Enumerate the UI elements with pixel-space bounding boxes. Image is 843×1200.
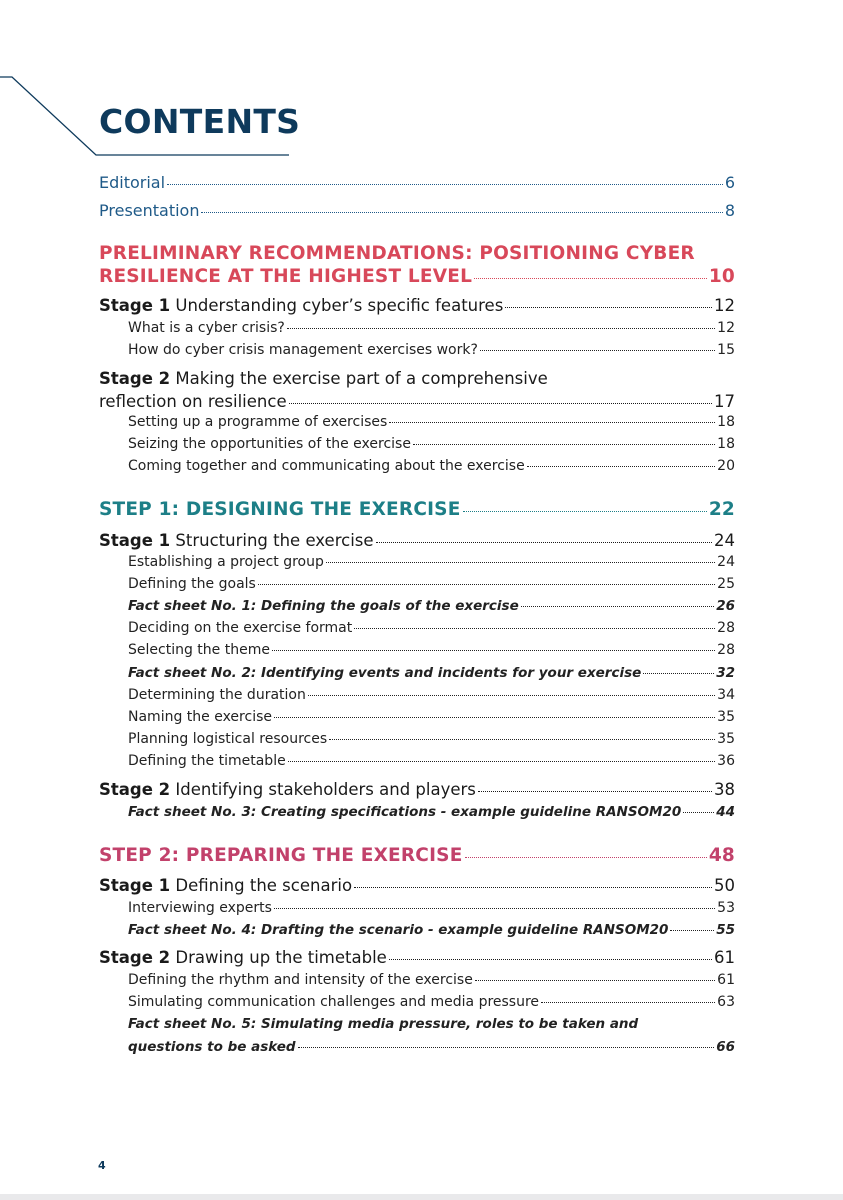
chapter-step2-preparing[interactable]: STEP 2: PREPARING THE EXERCISE 48 [99, 845, 735, 866]
leader-dots [643, 673, 714, 674]
toc-entry-fact-sheet-1[interactable]: Fact sheet No. 1: Defining the goals of the exercise 26 [128, 598, 735, 614]
stage-defining-scenario[interactable]: Stage 1 Defining the scenario 50 [99, 876, 735, 895]
leader-dots [463, 511, 707, 512]
leader-dots [274, 908, 715, 909]
toc-entry-presentation[interactable]: Presentation 8 [99, 201, 735, 220]
stage-making-exercise-part[interactable]: reflection on resilience 17 [99, 392, 735, 411]
leader-dots [274, 717, 715, 718]
leader-dots [389, 422, 715, 423]
leader-dots [326, 562, 715, 563]
chapter-preliminary[interactable]: RESILIENCE AT THE HIGHEST LEVEL 10 [99, 266, 735, 287]
toc-entry-selecting-theme[interactable]: Selecting the theme 28 [128, 642, 735, 658]
toc-entry-determining-duration[interactable]: Determining the duration 34 [128, 687, 735, 703]
toc-entry-fact-sheet-5[interactable]: questions to be asked 66 [128, 1039, 735, 1055]
leader-dots [167, 184, 723, 185]
stage-structuring-exercise[interactable]: Stage 1 Structuring the exercise 24 [99, 531, 735, 550]
toc-entry-rhythm-intensity[interactable]: Defining the rhythm and intensity of the exercise 61 [128, 972, 735, 988]
page-number: 4 [98, 1159, 106, 1172]
toc-entry-naming-exercise[interactable]: Naming the exercise 35 [128, 709, 735, 725]
leader-dots [376, 542, 712, 543]
page-title: CONTENTS [99, 102, 301, 141]
toc-entry-project-group[interactable]: Establishing a project group 24 [128, 554, 735, 570]
toc-entry-fact-sheet-2[interactable]: Fact sheet No. 2: Identifying events and incidents for your exercise 32 [128, 665, 735, 681]
leader-dots [475, 980, 715, 981]
leader-dots [480, 350, 715, 351]
leader-dots [413, 444, 715, 445]
leader-dots [329, 739, 715, 740]
leader-dots [289, 403, 712, 404]
leader-dots [389, 959, 712, 960]
toc-entry-interviewing-experts[interactable]: Interviewing experts 53 [128, 900, 735, 916]
leader-dots [541, 1002, 715, 1003]
toc-entry-how-exercises-work[interactable]: How do cyber crisis management exercises work? 15 [128, 342, 735, 358]
toc-entry-what-is-cyber-crisis[interactable]: What is a cyber crisis? 12 [128, 320, 735, 336]
leader-dots [201, 212, 722, 213]
leader-dots [465, 857, 707, 858]
toc-entry-editorial[interactable]: Editorial 6 [99, 173, 735, 192]
leader-dots [505, 307, 712, 308]
toc-entry-exercise-format[interactable]: Deciding on the exercise format 28 [128, 620, 735, 636]
chapter-preliminary-line1: PRELIMINARY RECOMMENDATIONS: POSITIONING CYBER [99, 243, 695, 264]
leader-dots [298, 1047, 715, 1048]
leader-dots [272, 650, 715, 651]
chapter-step1-designing[interactable]: STEP 1: DESIGNING THE EXERCISE 22 [99, 499, 735, 520]
toc-entry-seizing-opportunities[interactable]: Seizing the opportunities of the exercise 18 [128, 436, 735, 452]
leader-dots [308, 695, 715, 696]
toc-entry-communication-challenges[interactable]: Simulating communication challenges and media pressure 63 [128, 994, 735, 1010]
toc-entry-defining-timetable[interactable]: Defining the timetable 36 [128, 753, 735, 769]
leader-dots [478, 791, 712, 792]
toc-entry-logistical-resources[interactable]: Planning logistical resources 35 [128, 731, 735, 747]
stage-drawing-timetable[interactable]: Stage 2 Drawing up the timetable 61 [99, 948, 735, 967]
corner-decoration-line [0, 0, 300, 170]
leader-dots [683, 812, 714, 813]
leader-dots [527, 466, 715, 467]
leader-dots [354, 887, 712, 888]
stage-identifying-stakeholders[interactable]: Stage 2 Identifying stakeholders and players 38 [99, 780, 735, 799]
toc-entry-fact-sheet-5-line1: Fact sheet No. 5: Simulating media pressure, roles to be taken and [128, 1016, 639, 1032]
leader-dots [287, 328, 715, 329]
leader-dots [258, 584, 715, 585]
page-bottom-edge [0, 1194, 843, 1200]
toc-entry-programme-of-exercises[interactable]: Setting up a programme of exercises 18 [128, 414, 735, 430]
leader-dots [521, 606, 714, 607]
toc-entry-fact-sheet-4[interactable]: Fact sheet No. 4: Drafting the scenario - example guideline RANSOM20 55 [128, 922, 735, 938]
leader-dots [670, 930, 714, 931]
stage-making-exercise-part-line1: Stage 2 Making the exercise part of a comprehensive [99, 369, 548, 388]
toc-entry-communicating-exercise[interactable]: Coming together and communicating about the exercise 20 [128, 458, 735, 474]
leader-dots [354, 628, 715, 629]
leader-dots [288, 761, 715, 762]
toc-entry-fact-sheet-3[interactable]: Fact sheet No. 3: Creating specifications - example guideline RANSOM20 44 [128, 804, 735, 820]
toc-entry-defining-goals[interactable]: Defining the goals 25 [128, 576, 735, 592]
leader-dots [474, 278, 707, 279]
stage-understanding-cyber[interactable]: Stage 1 Understanding cyber’s specific features 12 [99, 296, 735, 315]
